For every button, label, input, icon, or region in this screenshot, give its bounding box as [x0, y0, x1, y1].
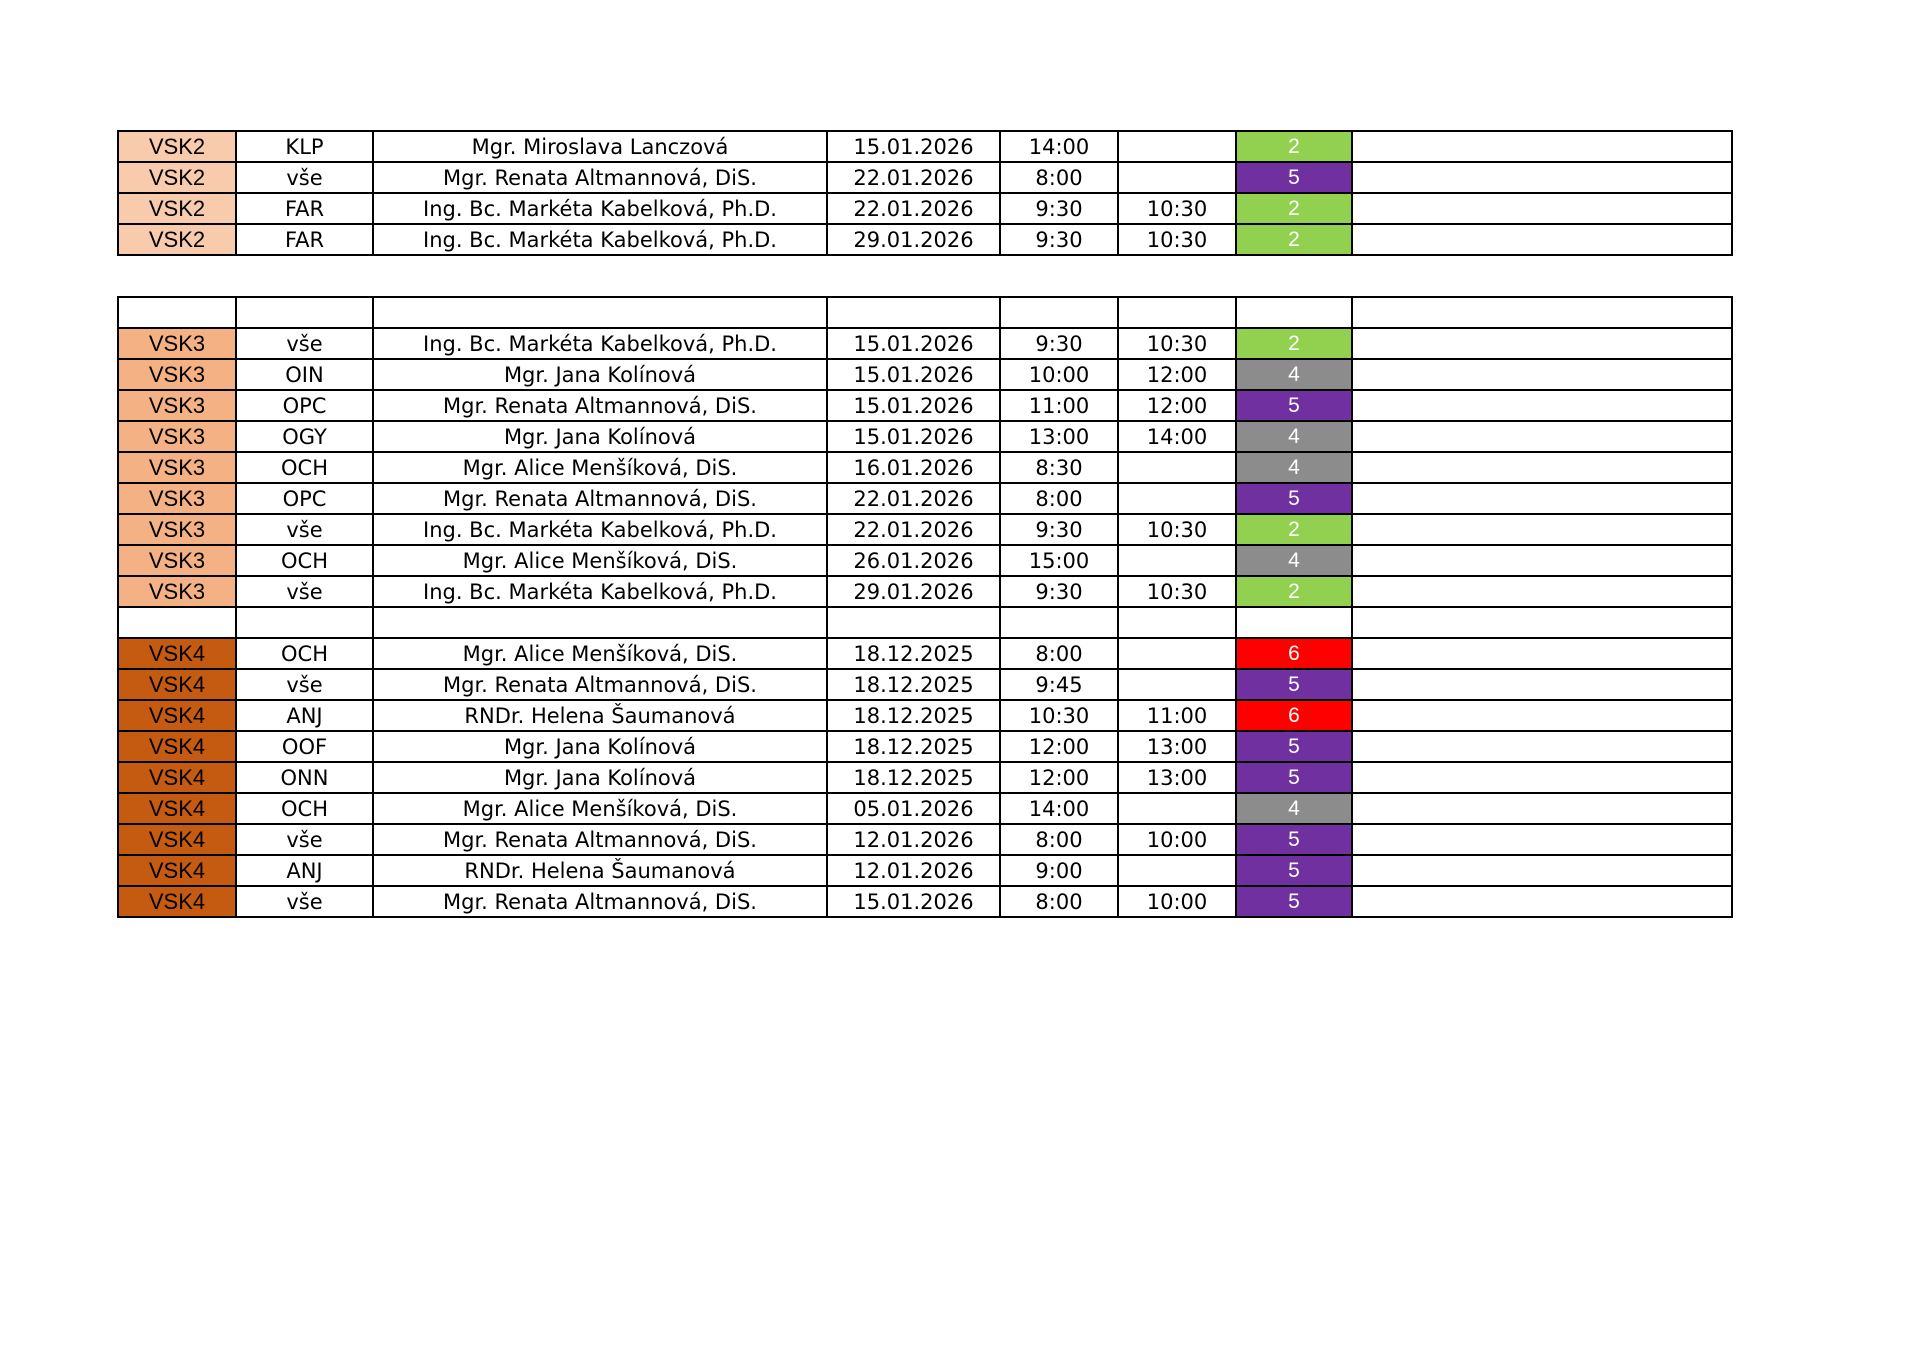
- table-row: [118, 390, 1732, 421]
- schedule-table-vsk3-vsk4: [117, 296, 1733, 918]
- date-cell: 15.01.2026: [827, 131, 1000, 162]
- level-cell: 6: [1236, 638, 1352, 669]
- class-cell: VSK3: [118, 452, 236, 483]
- start-time-cell: 9:45: [1000, 669, 1118, 700]
- end-time-cell: [1118, 669, 1236, 700]
- level-cell: [1236, 297, 1352, 328]
- table-row: [118, 328, 1732, 359]
- note-cell: [1352, 669, 1732, 700]
- start-time-cell: 9:30: [1000, 514, 1118, 545]
- table-row: [118, 638, 1732, 669]
- class-cell: VSK3: [118, 545, 236, 576]
- subject-cell: vše: [236, 328, 373, 359]
- table-row: [118, 793, 1732, 824]
- level-cell: 2: [1236, 224, 1352, 255]
- level-cell: 5: [1236, 886, 1352, 917]
- note-cell: [1352, 421, 1732, 452]
- table-row: [118, 131, 1732, 162]
- table-row: [118, 452, 1732, 483]
- teacher-cell: RNDr. Helena Šaumanová: [373, 855, 827, 886]
- end-time-cell: 10:00: [1118, 824, 1236, 855]
- end-time-cell: [1118, 638, 1236, 669]
- table-row: [118, 483, 1732, 514]
- class-cell: VSK3: [118, 328, 236, 359]
- date-cell: 15.01.2026: [827, 421, 1000, 452]
- table-row: [118, 514, 1732, 545]
- teacher-cell: Ing. Bc. Markéta Kabelková, Ph.D.: [373, 328, 827, 359]
- date-cell: 29.01.2026: [827, 576, 1000, 607]
- class-cell: VSK4: [118, 700, 236, 731]
- start-time-cell: 8:00: [1000, 638, 1118, 669]
- start-time-cell: 9:30: [1000, 576, 1118, 607]
- start-time-cell: 9:00: [1000, 855, 1118, 886]
- level-cell: 4: [1236, 545, 1352, 576]
- class-cell: VSK4: [118, 793, 236, 824]
- teacher-cell: [373, 607, 827, 638]
- end-time-cell: 13:00: [1118, 762, 1236, 793]
- note-cell: [1352, 224, 1732, 255]
- teacher-cell: Mgr. Alice Menšíková, DiS.: [373, 638, 827, 669]
- class-cell: VSK4: [118, 855, 236, 886]
- teacher-cell: RNDr. Helena Šaumanová: [373, 700, 827, 731]
- note-cell: [1352, 545, 1732, 576]
- date-cell: 22.01.2026: [827, 483, 1000, 514]
- subject-cell: [236, 297, 373, 328]
- subject-cell: ONN: [236, 762, 373, 793]
- end-time-cell: 14:00: [1118, 421, 1236, 452]
- start-time-cell: 13:00: [1000, 421, 1118, 452]
- level-cell: 2: [1236, 576, 1352, 607]
- subject-cell: vše: [236, 824, 373, 855]
- subject-cell: vše: [236, 162, 373, 193]
- end-time-cell: 10:30: [1118, 576, 1236, 607]
- teacher-cell: Mgr. Renata Altmannová, DiS.: [373, 162, 827, 193]
- note-cell: [1352, 390, 1732, 421]
- note-cell: [1352, 131, 1732, 162]
- start-time-cell: 12:00: [1000, 731, 1118, 762]
- subject-cell: OGY: [236, 421, 373, 452]
- level-cell: 5: [1236, 483, 1352, 514]
- start-time-cell: 14:00: [1000, 793, 1118, 824]
- level-cell: 5: [1236, 162, 1352, 193]
- date-cell: 15.01.2026: [827, 328, 1000, 359]
- level-cell: [1236, 607, 1352, 638]
- table-body: [118, 131, 1732, 255]
- class-cell: VSK2: [118, 224, 236, 255]
- start-time-cell: 8:00: [1000, 886, 1118, 917]
- teacher-cell: Mgr. Renata Altmannová, DiS.: [373, 669, 827, 700]
- subject-cell: vše: [236, 886, 373, 917]
- subject-cell: KLP: [236, 131, 373, 162]
- subject-cell: vše: [236, 576, 373, 607]
- schedule-table-vsk2: [117, 130, 1733, 256]
- note-cell: [1352, 824, 1732, 855]
- class-cell: VSK4: [118, 731, 236, 762]
- class-cell: VSK2: [118, 193, 236, 224]
- table-row: [118, 576, 1732, 607]
- subject-cell: OCH: [236, 638, 373, 669]
- class-cell: VSK4: [118, 762, 236, 793]
- note-cell: [1352, 607, 1732, 638]
- teacher-cell: Mgr. Renata Altmannová, DiS.: [373, 886, 827, 917]
- note-cell: [1352, 297, 1732, 328]
- class-cell: VSK2: [118, 162, 236, 193]
- note-cell: [1352, 328, 1732, 359]
- start-time-cell: 9:30: [1000, 193, 1118, 224]
- table-row: [118, 855, 1732, 886]
- note-cell: [1352, 731, 1732, 762]
- end-time-cell: [1118, 131, 1236, 162]
- class-cell: VSK3: [118, 421, 236, 452]
- date-cell: 29.01.2026: [827, 224, 1000, 255]
- teacher-cell: Mgr. Miroslava Lanczová: [373, 131, 827, 162]
- class-cell: VSK4: [118, 824, 236, 855]
- subject-cell: OIN: [236, 359, 373, 390]
- table-row: [118, 545, 1732, 576]
- note-cell: [1352, 162, 1732, 193]
- start-time-cell: 10:30: [1000, 700, 1118, 731]
- level-cell: 6: [1236, 700, 1352, 731]
- level-cell: 4: [1236, 359, 1352, 390]
- end-time-cell: [1118, 607, 1236, 638]
- note-cell: [1352, 514, 1732, 545]
- date-cell: 12.01.2026: [827, 824, 1000, 855]
- date-cell: [827, 607, 1000, 638]
- note-cell: [1352, 452, 1732, 483]
- end-time-cell: [1118, 545, 1236, 576]
- subject-cell: OOF: [236, 731, 373, 762]
- table-row: [118, 297, 1732, 328]
- start-time-cell: 8:00: [1000, 824, 1118, 855]
- start-time-cell: [1000, 607, 1118, 638]
- date-cell: 05.01.2026: [827, 793, 1000, 824]
- level-cell: 5: [1236, 824, 1352, 855]
- end-time-cell: [1118, 855, 1236, 886]
- subject-cell: OCH: [236, 545, 373, 576]
- level-cell: 5: [1236, 731, 1352, 762]
- level-cell: 5: [1236, 762, 1352, 793]
- start-time-cell: 8:00: [1000, 483, 1118, 514]
- date-cell: 22.01.2026: [827, 193, 1000, 224]
- class-cell: VSK3: [118, 576, 236, 607]
- class-cell: VSK4: [118, 886, 236, 917]
- end-time-cell: [1118, 162, 1236, 193]
- table-body: [118, 297, 1732, 917]
- start-time-cell: 9:30: [1000, 224, 1118, 255]
- note-cell: [1352, 638, 1732, 669]
- note-cell: [1352, 793, 1732, 824]
- table-row: [118, 224, 1732, 255]
- level-cell: 2: [1236, 193, 1352, 224]
- start-time-cell: 10:00: [1000, 359, 1118, 390]
- end-time-cell: 12:00: [1118, 390, 1236, 421]
- table-row: [118, 824, 1732, 855]
- date-cell: 18.12.2025: [827, 762, 1000, 793]
- note-cell: [1352, 359, 1732, 390]
- subject-cell: ANJ: [236, 700, 373, 731]
- table-row: [118, 886, 1732, 917]
- subject-cell: OCH: [236, 793, 373, 824]
- date-cell: 22.01.2026: [827, 162, 1000, 193]
- class-cell: VSK2: [118, 131, 236, 162]
- note-cell: [1352, 700, 1732, 731]
- table-row: [118, 762, 1732, 793]
- start-time-cell: 8:00: [1000, 162, 1118, 193]
- note-cell: [1352, 855, 1732, 886]
- teacher-cell: Ing. Bc. Markéta Kabelková, Ph.D.: [373, 193, 827, 224]
- class-cell: VSK3: [118, 359, 236, 390]
- table-row: [118, 700, 1732, 731]
- table-row: [118, 162, 1732, 193]
- teacher-cell: Mgr. Alice Menšíková, DiS.: [373, 452, 827, 483]
- teacher-cell: Ing. Bc. Markéta Kabelková, Ph.D.: [373, 576, 827, 607]
- end-time-cell: [1118, 452, 1236, 483]
- teacher-cell: Mgr. Alice Menšíková, DiS.: [373, 545, 827, 576]
- table-row: [118, 731, 1732, 762]
- subject-cell: OPC: [236, 390, 373, 421]
- teacher-cell: Mgr. Jana Kolínová: [373, 421, 827, 452]
- class-cell: VSK4: [118, 638, 236, 669]
- start-time-cell: [1000, 297, 1118, 328]
- class-cell: VSK3: [118, 390, 236, 421]
- date-cell: 12.01.2026: [827, 855, 1000, 886]
- subject-cell: [236, 607, 373, 638]
- subject-cell: vše: [236, 669, 373, 700]
- subject-cell: OCH: [236, 452, 373, 483]
- teacher-cell: Ing. Bc. Markéta Kabelková, Ph.D.: [373, 514, 827, 545]
- subject-cell: vše: [236, 514, 373, 545]
- date-cell: 16.01.2026: [827, 452, 1000, 483]
- end-time-cell: [1118, 483, 1236, 514]
- note-cell: [1352, 886, 1732, 917]
- subject-cell: OPC: [236, 483, 373, 514]
- level-cell: 4: [1236, 793, 1352, 824]
- end-time-cell: 13:00: [1118, 731, 1236, 762]
- date-cell: 15.01.2026: [827, 390, 1000, 421]
- teacher-cell: Mgr. Renata Altmannová, DiS.: [373, 390, 827, 421]
- teacher-cell: Mgr. Jana Kolínová: [373, 359, 827, 390]
- note-cell: [1352, 762, 1732, 793]
- end-time-cell: 10:30: [1118, 514, 1236, 545]
- date-cell: 15.01.2026: [827, 886, 1000, 917]
- class-cell: VSK4: [118, 669, 236, 700]
- class-cell: [118, 607, 236, 638]
- teacher-cell: Mgr. Renata Altmannová, DiS.: [373, 824, 827, 855]
- subject-cell: ANJ: [236, 855, 373, 886]
- end-time-cell: [1118, 793, 1236, 824]
- end-time-cell: 12:00: [1118, 359, 1236, 390]
- start-time-cell: 14:00: [1000, 131, 1118, 162]
- table-row: [118, 193, 1732, 224]
- start-time-cell: 12:00: [1000, 762, 1118, 793]
- level-cell: 5: [1236, 855, 1352, 886]
- level-cell: 4: [1236, 452, 1352, 483]
- teacher-cell: Ing. Bc. Markéta Kabelková, Ph.D.: [373, 224, 827, 255]
- class-cell: VSK3: [118, 514, 236, 545]
- class-cell: VSK3: [118, 483, 236, 514]
- teacher-cell: Mgr. Jana Kolínová: [373, 731, 827, 762]
- date-cell: 26.01.2026: [827, 545, 1000, 576]
- level-cell: 5: [1236, 390, 1352, 421]
- date-cell: 15.01.2026: [827, 359, 1000, 390]
- table-row: [118, 421, 1732, 452]
- table-row: [118, 359, 1732, 390]
- class-cell: [118, 297, 236, 328]
- date-cell: 18.12.2025: [827, 638, 1000, 669]
- note-cell: [1352, 483, 1732, 514]
- level-cell: 5: [1236, 669, 1352, 700]
- end-time-cell: 11:00: [1118, 700, 1236, 731]
- start-time-cell: 8:30: [1000, 452, 1118, 483]
- end-time-cell: [1118, 297, 1236, 328]
- end-time-cell: 10:30: [1118, 224, 1236, 255]
- date-cell: 18.12.2025: [827, 700, 1000, 731]
- teacher-cell: [373, 297, 827, 328]
- level-cell: 2: [1236, 328, 1352, 359]
- table-row: [118, 607, 1732, 638]
- date-cell: 22.01.2026: [827, 514, 1000, 545]
- start-time-cell: 11:00: [1000, 390, 1118, 421]
- level-cell: 2: [1236, 514, 1352, 545]
- teacher-cell: Mgr. Renata Altmannová, DiS.: [373, 483, 827, 514]
- end-time-cell: 10:30: [1118, 328, 1236, 359]
- start-time-cell: 15:00: [1000, 545, 1118, 576]
- start-time-cell: 9:30: [1000, 328, 1118, 359]
- teacher-cell: Mgr. Jana Kolínová: [373, 762, 827, 793]
- table-row: [118, 669, 1732, 700]
- date-cell: [827, 297, 1000, 328]
- end-time-cell: 10:00: [1118, 886, 1236, 917]
- note-cell: [1352, 576, 1732, 607]
- date-cell: 18.12.2025: [827, 669, 1000, 700]
- subject-cell: FAR: [236, 193, 373, 224]
- teacher-cell: Mgr. Alice Menšíková, DiS.: [373, 793, 827, 824]
- end-time-cell: 10:30: [1118, 193, 1236, 224]
- level-cell: 4: [1236, 421, 1352, 452]
- subject-cell: FAR: [236, 224, 373, 255]
- level-cell: 2: [1236, 131, 1352, 162]
- date-cell: 18.12.2025: [827, 731, 1000, 762]
- note-cell: [1352, 193, 1732, 224]
